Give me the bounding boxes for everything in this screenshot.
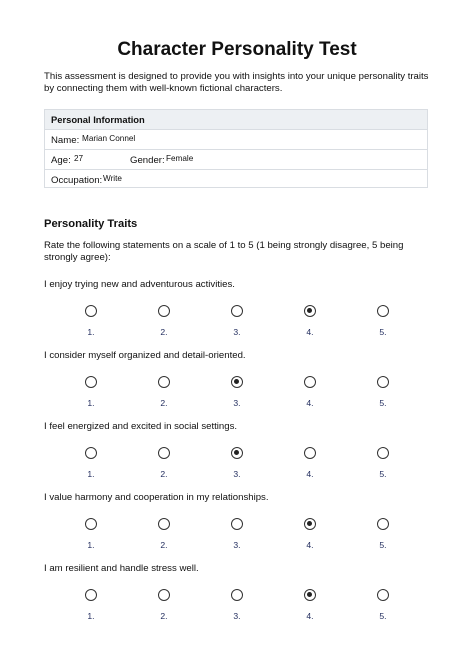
age-label: Age: (51, 155, 71, 166)
radio-option-5[interactable] (377, 447, 389, 459)
selected-dot (234, 379, 239, 384)
radio-option-2[interactable] (158, 518, 170, 530)
option-label-4: 4. (306, 398, 314, 408)
occupation-field[interactable]: Write (103, 174, 122, 183)
page-title: Character Personality Test (117, 39, 357, 60)
question-text: I value harmony and cooperation in my relationships. (44, 492, 269, 503)
option-label-3: 3. (233, 327, 241, 337)
section-title-personality-traits: Personality Traits (44, 218, 138, 230)
radio-option-2[interactable] (158, 447, 170, 459)
option-label-2: 2. (160, 469, 168, 479)
option-label-5: 5. (379, 611, 387, 621)
radio-option-4[interactable] (304, 305, 316, 317)
radio-option-3[interactable] (231, 305, 243, 317)
radio-option-5[interactable] (377, 589, 389, 601)
question-text: I feel energized and excited in social settings. (44, 421, 238, 432)
occupation-row (45, 170, 427, 189)
radio-option-5[interactable] (377, 305, 389, 317)
radio-option-4[interactable] (304, 376, 316, 388)
radio-option-2[interactable] (158, 589, 170, 601)
option-label-2: 2. (160, 327, 168, 337)
rating-instructions: Rate the following statements on a scale of 1 to 5 (1 being strongly disagree, 5 being strongly agree): (44, 240, 404, 263)
occupation-label: Occupation: (51, 175, 103, 186)
option-label-3: 3. (233, 540, 241, 550)
option-label-5: 5. (379, 398, 387, 408)
radio-option-3[interactable] (231, 589, 243, 601)
question-text: I enjoy trying new and adventurous activities. (44, 279, 235, 290)
radio-option-1[interactable] (85, 447, 97, 459)
personal-info-header: Personal Information (45, 110, 427, 130)
intro-text: This assessment is designed to provide you with insights into your unique personality traits by connecting them with well-known fictional characters. (44, 71, 429, 94)
radio-option-3[interactable] (231, 447, 243, 459)
age-gender-row (45, 150, 427, 170)
option-label-2: 2. (160, 398, 168, 408)
option-label-1: 1. (87, 327, 95, 337)
personal-info-box (44, 109, 428, 188)
option-label-1: 1. (87, 540, 95, 550)
option-label-3: 3. (233, 611, 241, 621)
option-label-1: 1. (87, 611, 95, 621)
option-label-3: 3. (233, 398, 241, 408)
radio-option-4[interactable] (304, 589, 316, 601)
selected-dot (234, 450, 239, 455)
radio-option-1[interactable] (85, 518, 97, 530)
radio-option-2[interactable] (158, 305, 170, 317)
name-row (45, 130, 427, 150)
radio-option-3[interactable] (231, 376, 243, 388)
radio-option-1[interactable] (85, 376, 97, 388)
name-label: Name: (51, 135, 80, 146)
option-label-2: 2. (160, 540, 168, 550)
question-text: I consider myself organized and detail-oriented. (44, 350, 246, 361)
selected-dot (307, 521, 312, 526)
option-label-4: 4. (306, 327, 314, 337)
option-label-5: 5. (379, 327, 387, 337)
option-label-1: 1. (87, 469, 95, 479)
option-label-4: 4. (306, 469, 314, 479)
radio-option-4[interactable] (304, 447, 316, 459)
radio-option-5[interactable] (377, 518, 389, 530)
gender-field[interactable]: Female (166, 154, 194, 163)
radio-option-2[interactable] (158, 376, 170, 388)
question-text: I am resilient and handle stress well. (44, 563, 199, 574)
gender-label: Gender: (130, 155, 165, 166)
radio-option-3[interactable] (231, 518, 243, 530)
option-label-5: 5. (379, 540, 387, 550)
option-label-4: 4. (306, 540, 314, 550)
selected-dot (307, 592, 312, 597)
option-label-3: 3. (233, 469, 241, 479)
name-field[interactable]: Marian Connel (82, 134, 136, 143)
selected-dot (307, 308, 312, 313)
radio-option-5[interactable] (377, 376, 389, 388)
option-label-4: 4. (306, 611, 314, 621)
age-field[interactable]: 27 (74, 154, 84, 163)
radio-option-1[interactable] (85, 589, 97, 601)
radio-option-4[interactable] (304, 518, 316, 530)
radio-option-1[interactable] (85, 305, 97, 317)
option-label-5: 5. (379, 469, 387, 479)
option-label-1: 1. (87, 398, 95, 408)
option-label-2: 2. (160, 611, 168, 621)
